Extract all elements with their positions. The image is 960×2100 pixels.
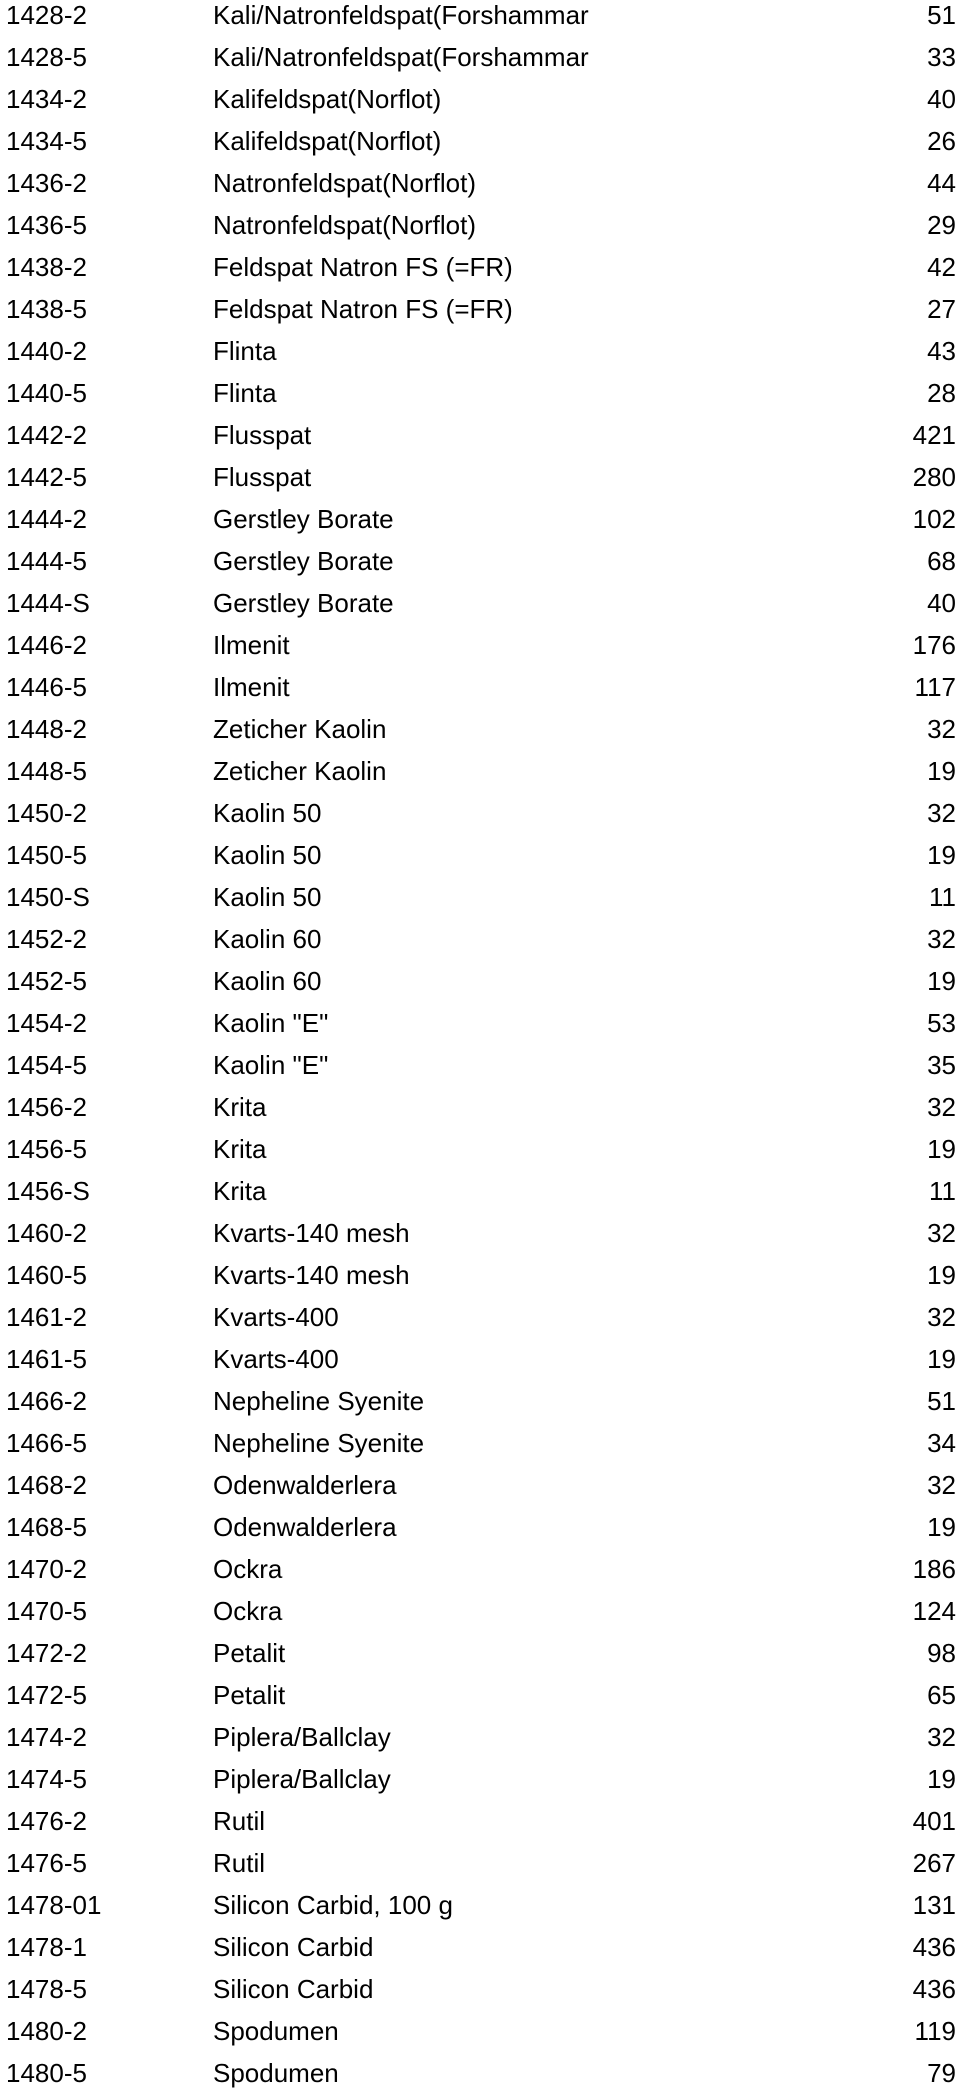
material-name-cell: Petalit — [213, 1680, 286, 1710]
price-cell: 51 — [927, 0, 956, 30]
price-cell: 35 — [927, 1050, 956, 1080]
material-name-cell: Silicon Carbid, 100 g — [213, 1890, 453, 1920]
table-row — [0, 1974, 960, 2016]
table-row — [0, 168, 960, 210]
article-code-cell: 1450-S — [6, 882, 90, 912]
table-row — [0, 252, 960, 294]
material-name-cell: Flinta — [213, 336, 277, 366]
article-code-cell: 1442-5 — [6, 462, 87, 492]
article-code-cell: 1428-5 — [6, 42, 87, 72]
material-name-cell: Spodumen — [213, 2058, 339, 2088]
material-name-cell: Natronfeldspat(Norflot) — [213, 168, 476, 198]
table-row — [0, 0, 960, 42]
table-row — [0, 966, 960, 1008]
article-code-cell: 1456-5 — [6, 1134, 87, 1164]
material-name-cell: Silicon Carbid — [213, 1932, 374, 1962]
article-code-cell: 1466-2 — [6, 1386, 87, 1416]
article-code-cell: 1434-5 — [6, 126, 87, 156]
price-cell: 26 — [927, 126, 956, 156]
table-row — [0, 840, 960, 882]
table-row — [0, 1092, 960, 1134]
material-name-cell: Odenwalderlera — [213, 1470, 397, 1500]
table-row — [0, 1386, 960, 1428]
price-cell: 131 — [912, 1890, 956, 1920]
material-name-cell: Rutil — [213, 1806, 266, 1836]
material-name-cell: Kaolin "E" — [213, 1008, 329, 1038]
price-cell: 32 — [927, 1302, 956, 1332]
material-name-cell: Kvarts-400 — [213, 1302, 339, 1332]
price-cell: 40 — [927, 588, 956, 618]
price-cell: 32 — [927, 1092, 956, 1122]
article-code-cell: 1446-2 — [6, 630, 87, 660]
table-row — [0, 1596, 960, 1638]
table-row — [0, 1722, 960, 1764]
material-name-cell: Nepheline Syenite — [213, 1386, 425, 1416]
table-row — [0, 2016, 960, 2058]
material-name-cell: Zeticher Kaolin — [213, 714, 387, 744]
price-cell: 19 — [927, 1134, 956, 1164]
table-row — [0, 1680, 960, 1722]
material-name-cell: Kaolin 50 — [213, 798, 322, 828]
table-row — [0, 1302, 960, 1344]
material-name-cell: Krita — [213, 1092, 267, 1122]
material-name-cell: Ilmenit — [213, 672, 290, 702]
material-name-cell: Nepheline Syenite — [213, 1428, 425, 1458]
article-code-cell: 1470-5 — [6, 1596, 87, 1626]
article-code-cell: 1472-5 — [6, 1680, 87, 1710]
price-cell: 29 — [927, 210, 956, 240]
article-code-cell: 1428-2 — [6, 0, 87, 30]
article-code-cell: 1454-2 — [6, 1008, 87, 1038]
article-code-cell: 1456-2 — [6, 1092, 87, 1122]
price-cell: 43 — [927, 336, 956, 366]
article-code-cell: 1480-2 — [6, 2016, 87, 2046]
article-code-cell: 1450-5 — [6, 840, 87, 870]
material-name-cell: Kaolin 50 — [213, 882, 322, 912]
article-code-cell: 1474-5 — [6, 1764, 87, 1794]
table-row — [0, 924, 960, 966]
price-cell: 19 — [927, 756, 956, 786]
material-name-cell: Zeticher Kaolin — [213, 756, 387, 786]
article-code-cell: 1461-2 — [6, 1302, 87, 1332]
material-name-cell: Flinta — [213, 378, 277, 408]
price-cell: 65 — [927, 1680, 956, 1710]
article-code-cell: 1448-5 — [6, 756, 87, 786]
table-row — [0, 882, 960, 924]
table-row — [0, 84, 960, 126]
material-name-cell: Kvarts-140 mesh — [213, 1260, 410, 1290]
article-code-cell: 1436-2 — [6, 168, 87, 198]
price-cell: 19 — [927, 1260, 956, 1290]
price-cell: 19 — [927, 840, 956, 870]
material-name-cell: Piplera/Ballclay — [213, 1764, 391, 1794]
material-name-cell: Kvarts-400 — [213, 1344, 339, 1374]
article-code-cell: 1456-S — [6, 1176, 90, 1206]
material-name-cell: Gerstley Borate — [213, 546, 394, 576]
price-cell: 32 — [927, 924, 956, 954]
article-code-cell: 1452-2 — [6, 924, 87, 954]
article-code-cell: 1472-2 — [6, 1638, 87, 1668]
price-cell: 44 — [927, 168, 956, 198]
table-row — [0, 1428, 960, 1470]
price-cell: 40 — [927, 84, 956, 114]
material-name-cell: Kaolin 60 — [213, 924, 322, 954]
material-name-cell: Ockra — [213, 1596, 283, 1626]
table-row — [0, 1470, 960, 1512]
table-row — [0, 420, 960, 462]
table-row — [0, 1512, 960, 1554]
article-code-cell: 1448-2 — [6, 714, 87, 744]
price-cell: 119 — [914, 2016, 956, 2046]
price-cell: 11 — [929, 1176, 956, 1206]
material-name-cell: Krita — [213, 1176, 267, 1206]
article-code-cell: 1440-2 — [6, 336, 87, 366]
price-cell: 117 — [914, 672, 956, 702]
material-name-cell: Flusspat — [213, 420, 312, 450]
material-name-cell: Flusspat — [213, 462, 312, 492]
article-code-cell: 1478-1 — [6, 1932, 87, 1962]
price-cell: 19 — [927, 1764, 956, 1794]
table-row — [0, 1638, 960, 1680]
price-cell: 421 — [912, 420, 956, 450]
article-code-cell: 1460-5 — [6, 1260, 87, 1290]
article-code-cell: 1436-5 — [6, 210, 87, 240]
article-code-cell: 1444-5 — [6, 546, 87, 576]
table-row — [0, 336, 960, 378]
material-name-cell: Feldspat Natron FS (=FR) — [213, 294, 513, 324]
table-row — [0, 1848, 960, 1890]
price-cell: 32 — [927, 1722, 956, 1752]
article-code-cell: 1460-2 — [6, 1218, 87, 1248]
material-name-cell: Kalifeldspat(Norflot) — [213, 126, 442, 156]
article-code-cell: 1434-2 — [6, 84, 87, 114]
table-row — [0, 1050, 960, 1092]
material-name-cell: Spodumen — [213, 2016, 339, 2046]
article-code-cell: 1461-5 — [6, 1344, 87, 1374]
price-cell: 11 — [929, 882, 956, 912]
material-name-cell: Kali/Natronfeldspat(Forshammar — [213, 42, 589, 72]
price-cell: 33 — [927, 42, 956, 72]
article-code-cell: 1452-5 — [6, 966, 87, 996]
table-row — [0, 546, 960, 588]
material-name-cell: Kaolin 60 — [213, 966, 322, 996]
price-cell: 32 — [927, 798, 956, 828]
article-code-cell: 1466-5 — [6, 1428, 87, 1458]
table-row — [0, 1218, 960, 1260]
article-code-cell: 1444-S — [6, 588, 90, 618]
table-row — [0, 756, 960, 798]
price-cell: 436 — [912, 1932, 956, 1962]
table-row — [0, 2058, 960, 2100]
article-code-cell: 1442-2 — [6, 420, 87, 450]
price-cell: 34 — [927, 1428, 956, 1458]
article-code-cell: 1440-5 — [6, 378, 87, 408]
material-name-cell: Ilmenit — [213, 630, 290, 660]
table-row — [0, 1134, 960, 1176]
article-code-cell: 1478-5 — [6, 1974, 87, 2004]
price-cell: 79 — [927, 2058, 956, 2088]
price-cell: 19 — [927, 966, 956, 996]
price-cell: 27 — [927, 294, 956, 324]
price-cell: 42 — [927, 252, 956, 282]
article-code-cell: 1444-2 — [6, 504, 87, 534]
material-name-cell: Kalifeldspat(Norflot) — [213, 84, 442, 114]
material-name-cell: Kaolin "E" — [213, 1050, 329, 1080]
price-cell: 32 — [927, 1218, 956, 1248]
material-name-cell: Petalit — [213, 1638, 286, 1668]
table-row — [0, 462, 960, 504]
table-row — [0, 126, 960, 168]
table-row — [0, 798, 960, 840]
table-row — [0, 294, 960, 336]
article-code-cell: 1480-5 — [6, 2058, 87, 2088]
price-cell: 267 — [912, 1848, 956, 1878]
table-row — [0, 672, 960, 714]
article-code-cell: 1476-5 — [6, 1848, 87, 1878]
material-name-cell: Odenwalderlera — [213, 1512, 397, 1542]
price-cell: 51 — [927, 1386, 956, 1416]
price-cell: 124 — [912, 1596, 956, 1626]
material-name-cell: Ockra — [213, 1554, 283, 1584]
table-row — [0, 1344, 960, 1386]
table-row — [0, 1554, 960, 1596]
table-row — [0, 1764, 960, 1806]
article-code-cell: 1450-2 — [6, 798, 87, 828]
price-cell: 176 — [912, 630, 956, 660]
article-code-cell: 1470-2 — [6, 1554, 87, 1584]
price-cell: 32 — [927, 714, 956, 744]
material-name-cell: Kvarts-140 mesh — [213, 1218, 410, 1248]
price-cell: 98 — [927, 1638, 956, 1668]
table-row — [0, 378, 960, 420]
article-code-cell: 1468-2 — [6, 1470, 87, 1500]
material-name-cell: Gerstley Borate — [213, 504, 394, 534]
table-row — [0, 1260, 960, 1302]
price-cell: 102 — [912, 504, 956, 534]
price-cell: 28 — [927, 378, 956, 408]
price-cell: 436 — [912, 1974, 956, 2004]
table-row — [0, 1890, 960, 1932]
material-name-cell: Silicon Carbid — [213, 1974, 374, 2004]
article-code-cell: 1446-5 — [6, 672, 87, 702]
material-name-cell: Piplera/Ballclay — [213, 1722, 391, 1752]
price-cell: 19 — [927, 1512, 956, 1542]
article-code-cell: 1438-2 — [6, 252, 87, 282]
price-cell: 280 — [912, 462, 956, 492]
article-code-cell: 1478-01 — [6, 1890, 102, 1920]
price-cell: 401 — [912, 1806, 956, 1836]
table-row — [0, 1008, 960, 1050]
material-name-cell: Krita — [213, 1134, 267, 1164]
article-code-cell: 1476-2 — [6, 1806, 87, 1836]
article-code-cell: 1468-5 — [6, 1512, 87, 1542]
price-cell: 68 — [927, 546, 956, 576]
table-row — [0, 1806, 960, 1848]
price-cell: 32 — [927, 1470, 956, 1500]
material-name-cell: Kaolin 50 — [213, 840, 322, 870]
table-row — [0, 42, 960, 84]
article-code-cell: 1438-5 — [6, 294, 87, 324]
article-code-cell: 1454-5 — [6, 1050, 87, 1080]
material-name-cell: Natronfeldspat(Norflot) — [213, 210, 476, 240]
table-row — [0, 504, 960, 546]
price-cell: 53 — [927, 1008, 956, 1038]
material-name-cell: Gerstley Borate — [213, 588, 394, 618]
material-name-cell: Rutil — [213, 1848, 266, 1878]
table-row — [0, 588, 960, 630]
table-row — [0, 210, 960, 252]
material-name-cell: Kali/Natronfeldspat(Forshammar — [213, 0, 589, 30]
table-row — [0, 630, 960, 672]
material-name-cell: Feldspat Natron FS (=FR) — [213, 252, 513, 282]
price-cell: 186 — [912, 1554, 956, 1584]
table-row — [0, 1932, 960, 1974]
table-row — [0, 1176, 960, 1218]
article-code-cell: 1474-2 — [6, 1722, 87, 1752]
table-row — [0, 714, 960, 756]
price-cell: 19 — [927, 1344, 956, 1374]
